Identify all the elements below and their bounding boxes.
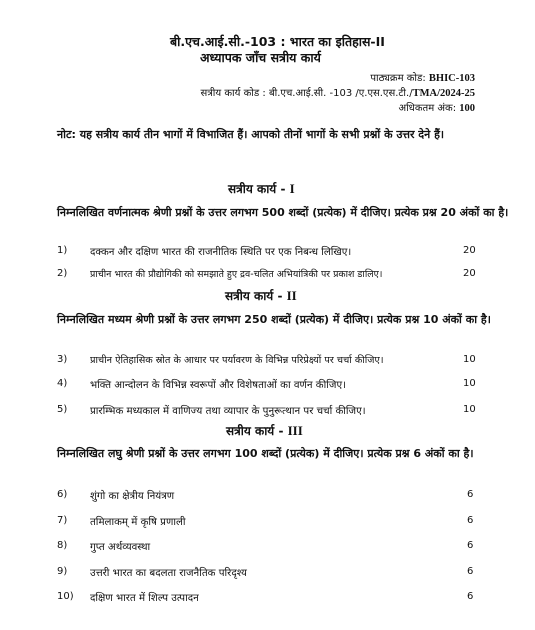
course-code-line [370,70,475,84]
section-number: II [286,288,297,303]
assignment-code-label: सत्रीय कार्य कोड : बी.एच.आई.सी. -103 /ए.एस.एस.टी./ [200,88,413,99]
question-number: 6) [57,489,68,500]
assignment-code-line [201,85,476,99]
question-marks: 6 [467,591,474,602]
question-text: शुंगो का क्षेत्रीय नियंत्रण [90,491,175,502]
question-number: 8) [57,540,68,551]
question-text: गुप्त अर्थव्यवस्था [90,542,151,553]
section-heading-1 [228,180,295,197]
course-code: BHIC-103 [428,73,475,84]
section-heading-label: सत्रीय कार्य - [225,289,287,303]
question-marks: 6 [467,515,474,526]
section-instruction-3: निम्नलिखित लघु श्रेणी प्रश्नों के उत्तर लगभग 100 शब्दों (प्रत्येक) में दीजिए। प्रत्येक प्रश्न 6 अंकों का है। [57,447,474,460]
max-marks: 100 [459,103,475,114]
question-marks: 10 [463,404,476,415]
question-marks: 6 [467,540,474,551]
section-number: III [287,423,303,438]
max-marks-label: अधिकतम अंक: [398,103,460,114]
note-paragraph: नोट: यह सत्रीय कार्य तीन भागों में विभाजित हैं। आपको तीनों भागों के सभी प्रश्नों के उत्तर देने हैं। [57,128,445,141]
question-marks: 20 [463,268,476,279]
max-marks-line [398,100,475,114]
question-number: 7) [57,515,68,526]
question-marks: 20 [463,245,476,256]
question-text: प्राचीन भारत की प्रौद्योगिकी को समझाते हुए द्रव-चलित अभियांत्रिकी पर प्रकाश डालिए। [90,269,383,280]
question-number: 3) [57,354,68,365]
section-number: I [289,181,295,196]
section-heading-2 [225,287,297,304]
question-text: प्राचीन ऐतिहासिक स्रोत के आधार पर पर्यावरण के विभिन्न परिप्रेक्ष्यों पर चर्चा कीजिए। [90,355,384,366]
question-marks: 10 [463,378,476,389]
course-code-label: पाठ्यक्रम कोड: [370,73,429,84]
section-heading-3 [226,422,303,439]
question-text: दक्कन और दक्षिण भारत की राजनीतिक स्थिति पर एक निबन्ध लिखिए। [90,247,352,258]
question-number: 5) [57,404,68,415]
question-number: 9) [57,566,68,577]
section-instruction-1: निम्नलिखित वर्णनात्मक श्रेणी प्रश्नों के उत्तर लगभग 500 शब्दों (प्रत्येक) में दीजिए। प्रत्येक प्रश्न 20 अंकों का है। [57,206,509,219]
question-marks: 6 [467,566,474,577]
question-marks: 10 [463,354,476,365]
question-number: 2) [57,268,68,279]
question-number: 4) [57,378,68,389]
question-text: तमिलाकम् में कृषि प्रणाली [90,517,186,528]
question-text: दक्षिण भारत में शिल्प उत्पादन [90,593,199,604]
question-text: उत्तरी भारत का बदलता राजनैतिक परिदृश्य [90,568,247,579]
doc-subtitle: अध्यापक जाँच सत्रीय कार्य [200,50,321,65]
question-number: 1) [57,245,68,256]
assignment-code: TMA/2024-25 [412,88,475,99]
section-heading-label: सत्रीय कार्य - [226,424,288,438]
question-marks: 6 [467,489,474,500]
section-heading-label: सत्रीय कार्य - [228,182,290,196]
doc-title: बी.एच.आई.सी.-103 : भारत का इतिहास-II [170,34,385,49]
question-text: प्रारम्भिक मध्यकाल में वाणिज्य तथा व्यापार के पुनुरूत्थान पर चर्चा कीजिए। [90,406,366,417]
section-instruction-2: निम्नलिखित मध्यम श्रेणी प्रश्नों के उत्तर लगभग 250 शब्दों (प्रत्येक) में दीजिए। प्रत्येक प्रश्न 10 अंकों का है। [57,313,491,326]
question-text: भक्ति आन्दोलन के विभिन्न स्वरूपों और विशेषताओं का वर्णन कीजिए। [90,380,346,391]
question-number: 10) [57,591,74,602]
